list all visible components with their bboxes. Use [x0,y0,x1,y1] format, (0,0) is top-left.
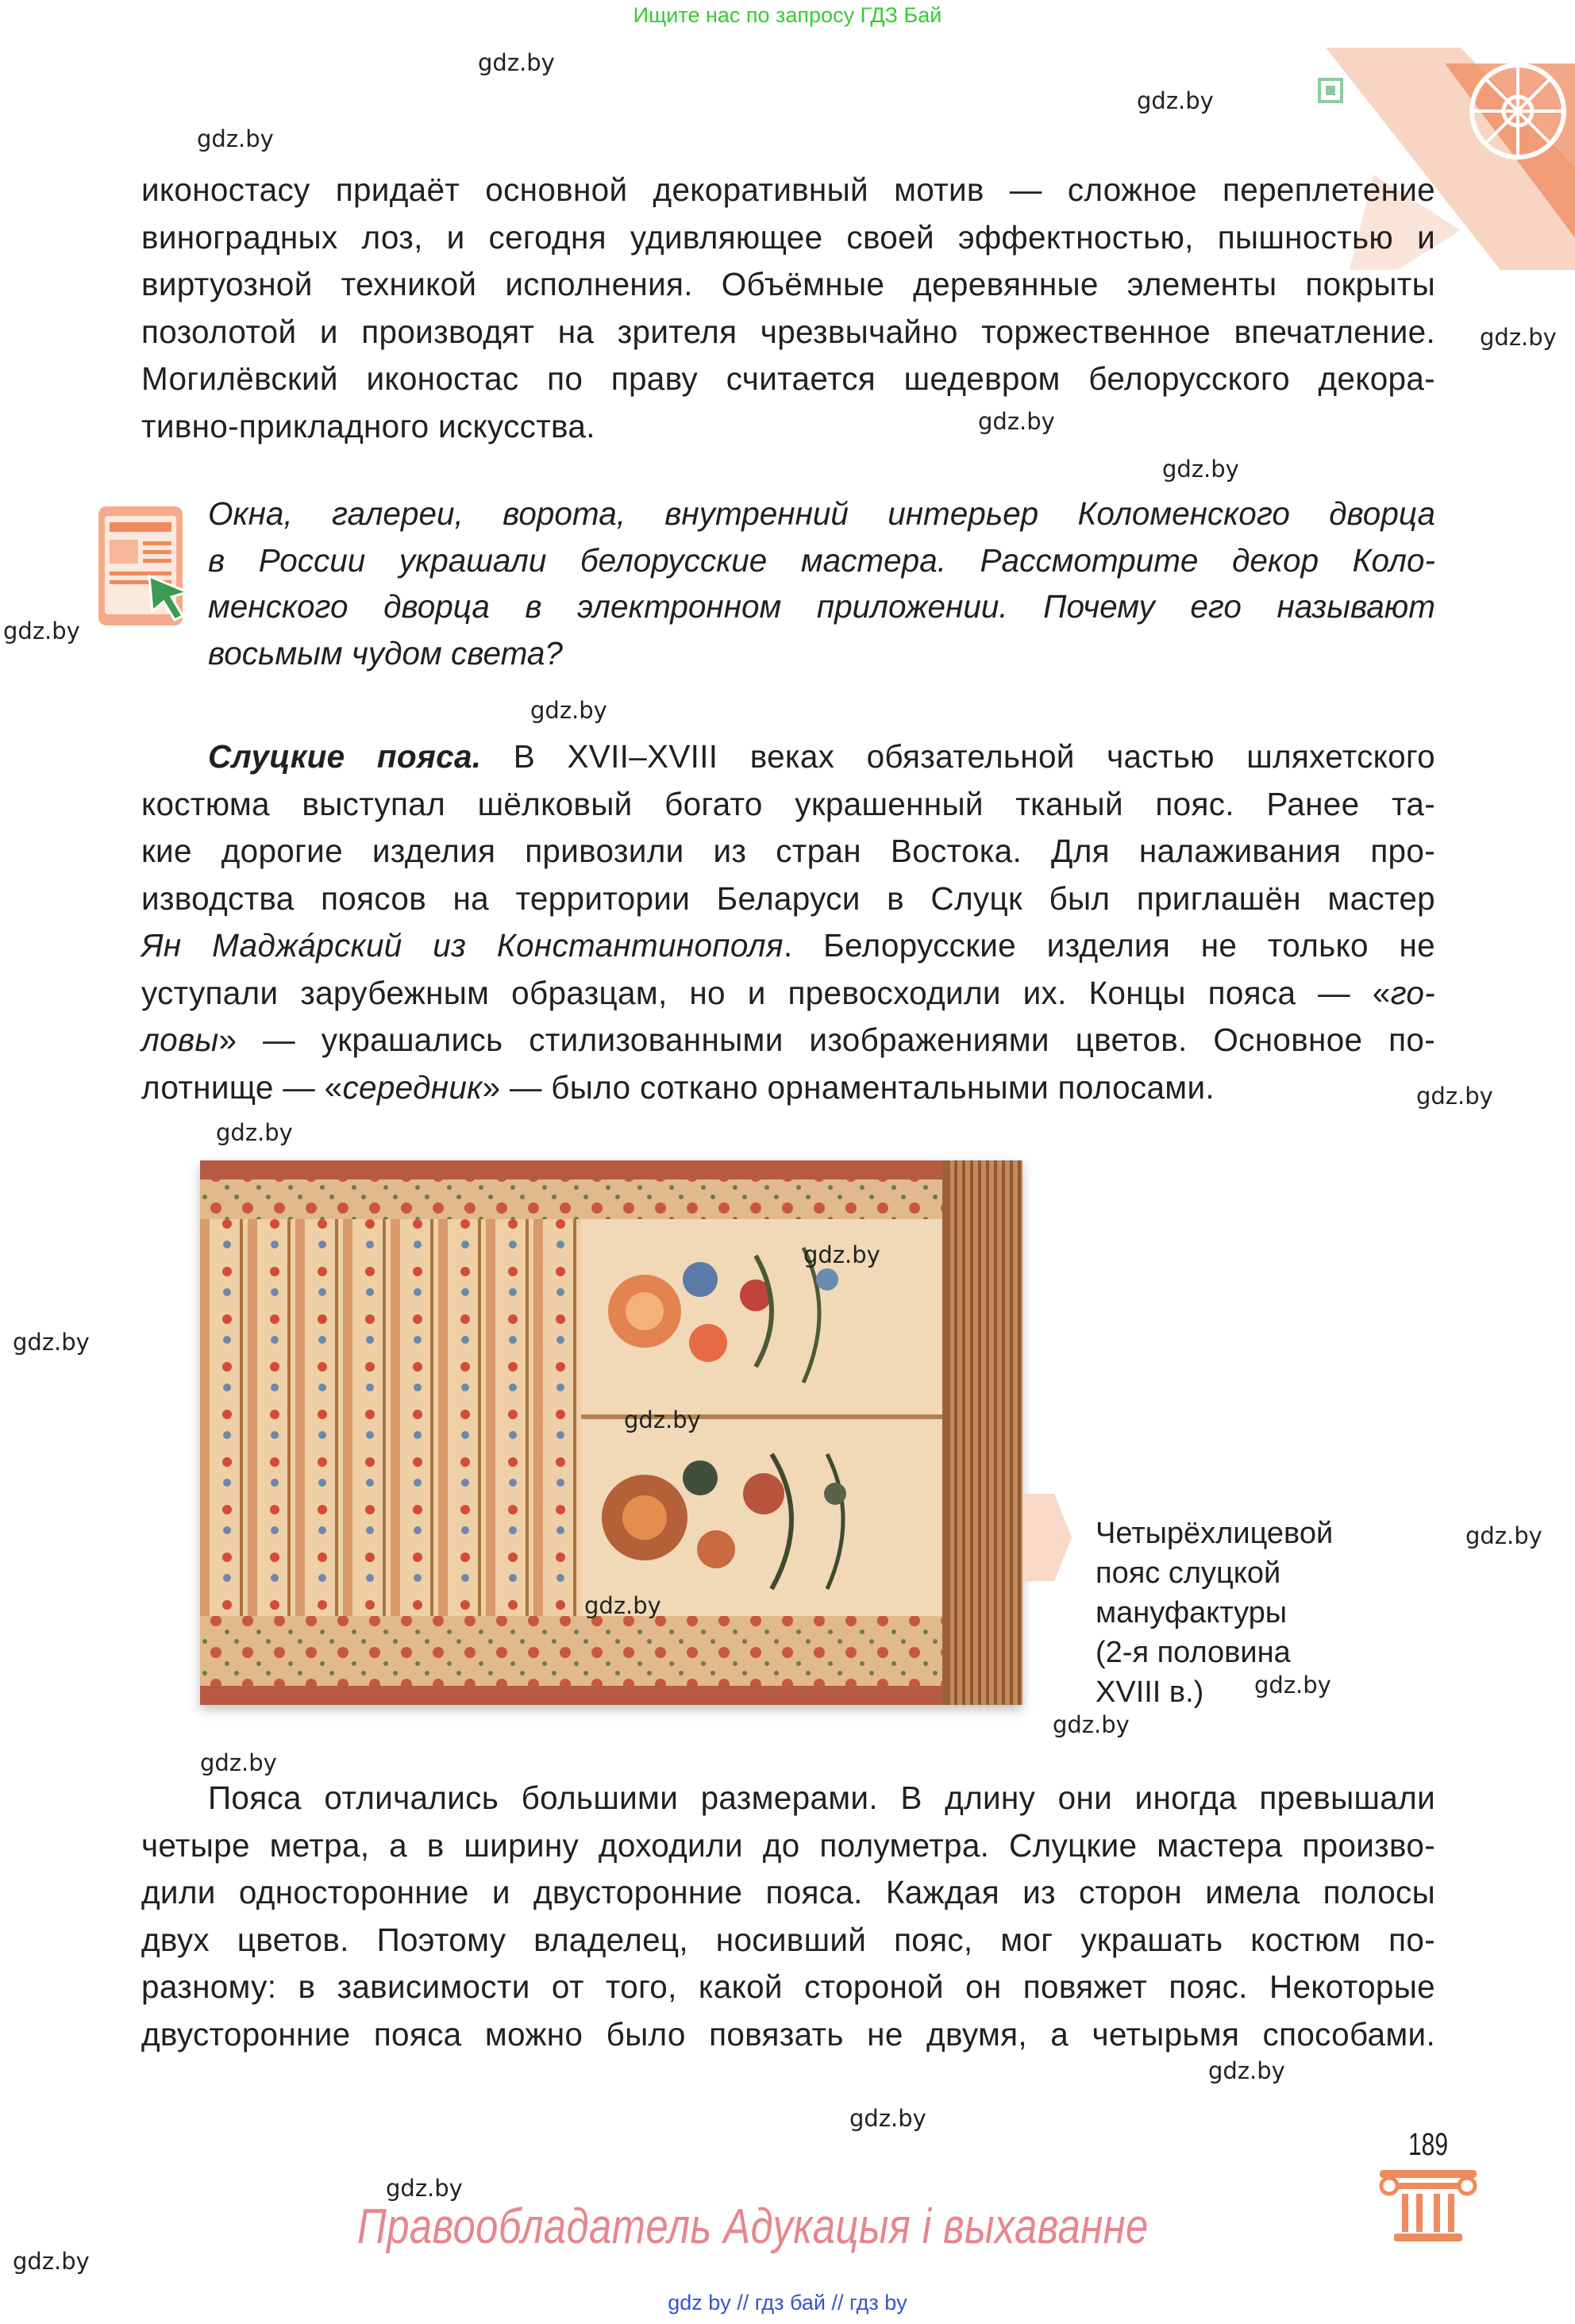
watermark: gdz.by [584,1592,661,1619]
text-line: изводства поясов на территории Беларуси в Слуцк был приглашён мастер [141,879,1435,917]
search-hint[interactable]: Ищите нас по запросу ГДЗ Бай [633,3,942,27]
text-line: виноградных лоз, и сегодня удивляющее своей эффектностью, пышностью и [141,218,1435,256]
caption-pointer [1022,1486,1078,1589]
caption-line: Четырёхлицевой [1096,1517,1334,1550]
task-line: в России украшали белорусские мастера. Рассмотрите декор Коло- [208,541,1435,579]
text-line: тивно-прикладного искусства. [141,407,595,444]
belt-illustration [200,1160,1022,1705]
text-fragment: » — было соткано орнаментальными полосами. [482,1068,1215,1106]
watermark: gdz.by [1053,1711,1130,1738]
electronic-app-icon [94,500,192,635]
term-serednik: середник [342,1068,483,1106]
watermark: gdz.by [3,618,80,644]
watermark: gdz.by [197,125,274,152]
watermark: gdz.by [849,2105,926,2132]
watermark: gdz.by [530,697,607,724]
text-line: разному: в зависимости от того, какой стороной он повяжет пояс. Некоторые [141,1968,1435,2005]
watermark: gdz.by [803,1241,880,1268]
watermark: gdz.by [1162,456,1239,483]
task-line: менского дворца в электронном приложении. Почему его называют [208,588,1435,625]
text-line: кие дорогие изделия привозили из стран Востока. Для налаживания про- [141,833,1435,869]
task-line: восьмым чудом света? [208,634,563,671]
footer-links[interactable]: gdz by // гдз бай // гдз by [668,2291,907,2314]
caption-line: (2-я половина [1096,1636,1291,1669]
text-line [141,733,1435,781]
caption-line: мануфактуры [1096,1596,1288,1629]
section-heading: Слуцкие пояса. [208,738,482,775]
text-fragment: В XVII–XVIII веках обязательной частью шляхетского [513,738,1435,775]
slutsk-belt-photo [200,1160,1022,1705]
text-fragment: уступали зарубежным образцам, но и превосходили их. Концы пояса — « [141,974,1391,1011]
text-line: двусторонние пояса можно было повязать не двумя, а четырьмя способами. [141,2015,1435,2053]
text-line [141,1017,1435,1064]
watermark: gdz.by [1137,87,1214,114]
term-golovy: го- [1390,974,1435,1011]
text-line: позолотой и производят на зрителя чрезвычайно торжественное впечатление. [141,313,1435,350]
watermark: gdz.by [1465,1522,1542,1549]
watermark: gdz.by [1416,1083,1493,1110]
text-fragment: » — украшались стилизованными изображениями цветов. Основное по- [218,1022,1435,1058]
rights-holder-text: Правообладатель Адукацыя і выхаванне [357,2199,1149,2254]
watermark: gdz.by [200,1749,277,1776]
watermark: gdz.by [13,2248,90,2275]
paragraph-belt-sizes [141,1775,1435,2058]
caption-line: пояс слуцкой [1096,1556,1281,1590]
master-name: Ян Маджа́рский из Константинополя [141,927,784,964]
text-fragment: . Белорусские изделия не только не [783,927,1435,964]
text-line [141,922,1435,970]
figure-caption [1096,1514,1333,1712]
term-golovy: ловы [141,1022,219,1058]
watermark: gdz.by [386,2175,463,2202]
watermark: gdz.by [624,1406,701,1433]
text-line [141,970,1435,1018]
page-number: 189 [1408,2127,1449,2162]
text-line: виртуозной техникой исполнения. Объёмные деревянные элементы покрыты [141,266,1435,302]
watermark: gdz.by [478,49,555,76]
text-line: костюма выступал шёлковый богато украшенный тканый пояс. Ранее та- [141,785,1435,822]
text-line: Пояса отличались большими размерами. В длину они иногда превышали [208,1780,1435,1816]
text-line: четыре метра, а в ширину доходили до полуметра. Слуцкие мастера произво- [141,1826,1435,1864]
caption-line: XVIII в.) [1096,1676,1204,1709]
watermark: gdz.by [1208,2057,1285,2084]
watermark: gdz.by [978,408,1055,435]
task-line: Окна, галереи, ворота, внутренний интерьер Коломенского дворца [208,495,1435,532]
text-line: иконостасу придаёт основной декоративный мотив — сложное переплетение [141,171,1435,208]
task-block [208,491,1435,676]
text-line [141,1064,1435,1112]
watermark: gdz.by [216,1119,293,1146]
watermark: gdz.by [13,1329,90,1356]
column-icon [1375,2165,1481,2245]
text-fragment: лотнище — « [141,1068,343,1106]
paragraph-slutsk-belts [141,733,1435,1111]
watermark: gdz.by [1254,1672,1331,1699]
paragraph-iconostasis [141,167,1435,450]
text-line: двух цветов. Поэтому владелец, носивший пояс, мог украшать костюм по- [141,1921,1435,1958]
watermark: gdz.by [1480,324,1557,351]
text-line: Могилёвский иконостас по праву считается шедевром белорусского декора- [141,360,1435,397]
text-line: дили односторонние и двусторонние пояса. Каждая из сторон имела полосы [141,1874,1435,1910]
